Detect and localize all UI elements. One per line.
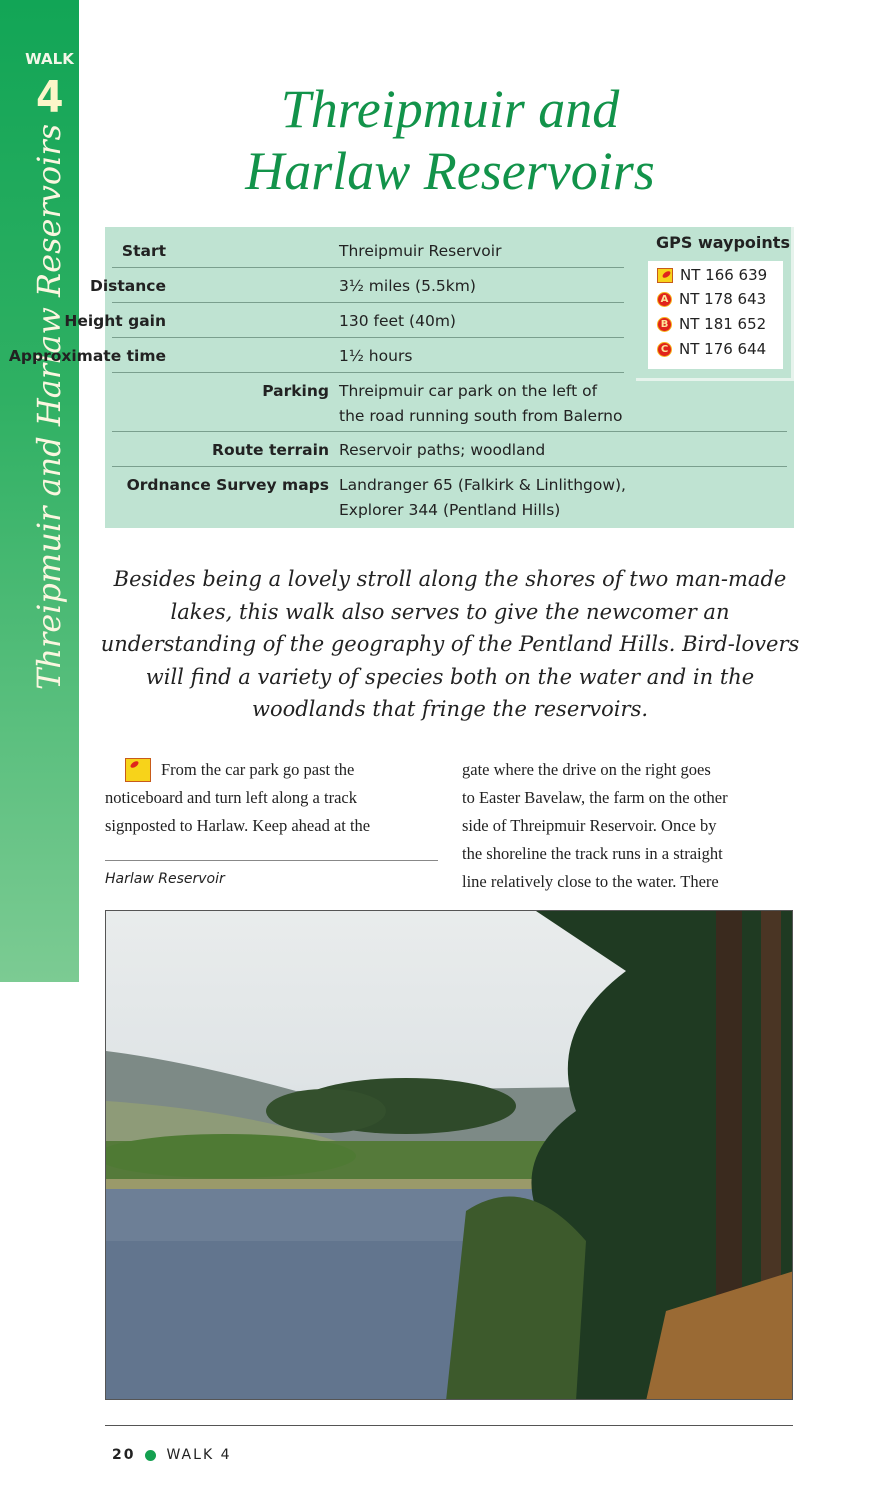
info-row-distance xyxy=(89,268,624,303)
info-row-parking xyxy=(112,373,787,432)
waypoint-c xyxy=(657,340,766,358)
text-line: noticeboard and turn left along a track xyxy=(105,788,357,807)
start-marker-icon xyxy=(657,268,673,283)
waypoint-b-icon: B xyxy=(657,317,672,332)
photo-caption: Harlaw Reservoir xyxy=(105,871,225,887)
info-value: 3½ miles (5.5km) xyxy=(339,277,476,295)
info-key: Parking xyxy=(262,382,329,400)
walk-number: 4 xyxy=(36,72,64,123)
waypoint-a xyxy=(657,290,766,308)
body-column-2 xyxy=(462,756,728,896)
waypoint-value: NT 176 644 xyxy=(679,340,767,358)
info-value: Threipmuir car park on the left of the road running south from Balerno xyxy=(339,382,623,425)
text-line: side of Threipmuir Reservoir. Once by xyxy=(462,816,717,835)
gps-title: GPS waypoints xyxy=(656,233,790,252)
harlaw-reservoir-photo xyxy=(105,910,793,1400)
waypoint-c-icon: C xyxy=(657,342,672,357)
info-key: Route terrain xyxy=(212,441,329,459)
info-row-maps xyxy=(112,467,787,525)
text-line: signposted to Harlaw. Keep ahead at the xyxy=(105,816,371,835)
info-value: Threipmuir Reservoir xyxy=(339,242,502,260)
footer-walk-label: WALK 4 xyxy=(166,1447,232,1463)
bullet-icon xyxy=(145,1450,156,1461)
walk-label: WALK xyxy=(25,50,74,68)
text-line: the shoreline the track runs in a straight xyxy=(462,844,723,863)
vertical-title: Threipmuir and Harlaw Reservoirs xyxy=(30,123,68,690)
waypoint-value: NT 166 639 xyxy=(680,266,768,284)
info-row-time xyxy=(8,338,624,373)
title-line-2: Harlaw Reservoirs xyxy=(245,141,655,201)
caption-divider xyxy=(105,860,438,861)
info-key: Approximate time xyxy=(8,347,166,365)
waypoint-value: NT 181 652 xyxy=(679,315,767,333)
title-line-1: Threipmuir and xyxy=(280,79,620,139)
info-row-height-gain xyxy=(64,303,624,338)
info-row-start xyxy=(112,233,624,268)
page-title xyxy=(150,78,750,202)
info-value: 130 feet (40m) xyxy=(339,312,456,330)
photo-illustration xyxy=(106,911,793,1400)
info-value: 1½ hours xyxy=(339,347,413,365)
waypoint-start xyxy=(657,266,767,284)
text-line: gate where the drive on the right goes xyxy=(462,760,711,779)
page-footer xyxy=(112,1447,231,1463)
body-column-1 xyxy=(105,756,370,840)
info-key: Ordnance Survey maps xyxy=(126,476,329,494)
page-number: 20 xyxy=(112,1447,136,1463)
info-key: Start xyxy=(121,242,166,260)
waypoint-b xyxy=(657,315,766,333)
text-line: to Easter Bavelaw, the farm on the other xyxy=(462,788,728,807)
start-marker-icon xyxy=(125,758,151,782)
waypoint-value: NT 178 643 xyxy=(679,290,767,308)
info-value: Landranger 65 (Falkirk & Linlithgow), Explorer 344 (Pentland Hills) xyxy=(339,476,626,519)
text-line: line relatively close to the water. There xyxy=(462,872,719,891)
info-value: Reservoir paths; woodland xyxy=(339,441,546,459)
gps-waypoints-box xyxy=(636,227,794,381)
info-key: Distance xyxy=(89,277,166,295)
waypoint-a-icon: A xyxy=(657,292,672,307)
info-row-terrain xyxy=(112,432,787,467)
text-line: From the car park go past the xyxy=(161,760,355,779)
intro-paragraph: Besides being a lovely stroll along the shores of two man-made lakes, this walk also serves to give the newcomer an understanding of the geography of the Pentland Hills. Bird-lovers will find a variety of species both on the water and in the woodlands that fringe the reservoirs. xyxy=(100,567,800,721)
footer-divider xyxy=(105,1425,793,1426)
info-key: Height gain xyxy=(64,312,166,330)
